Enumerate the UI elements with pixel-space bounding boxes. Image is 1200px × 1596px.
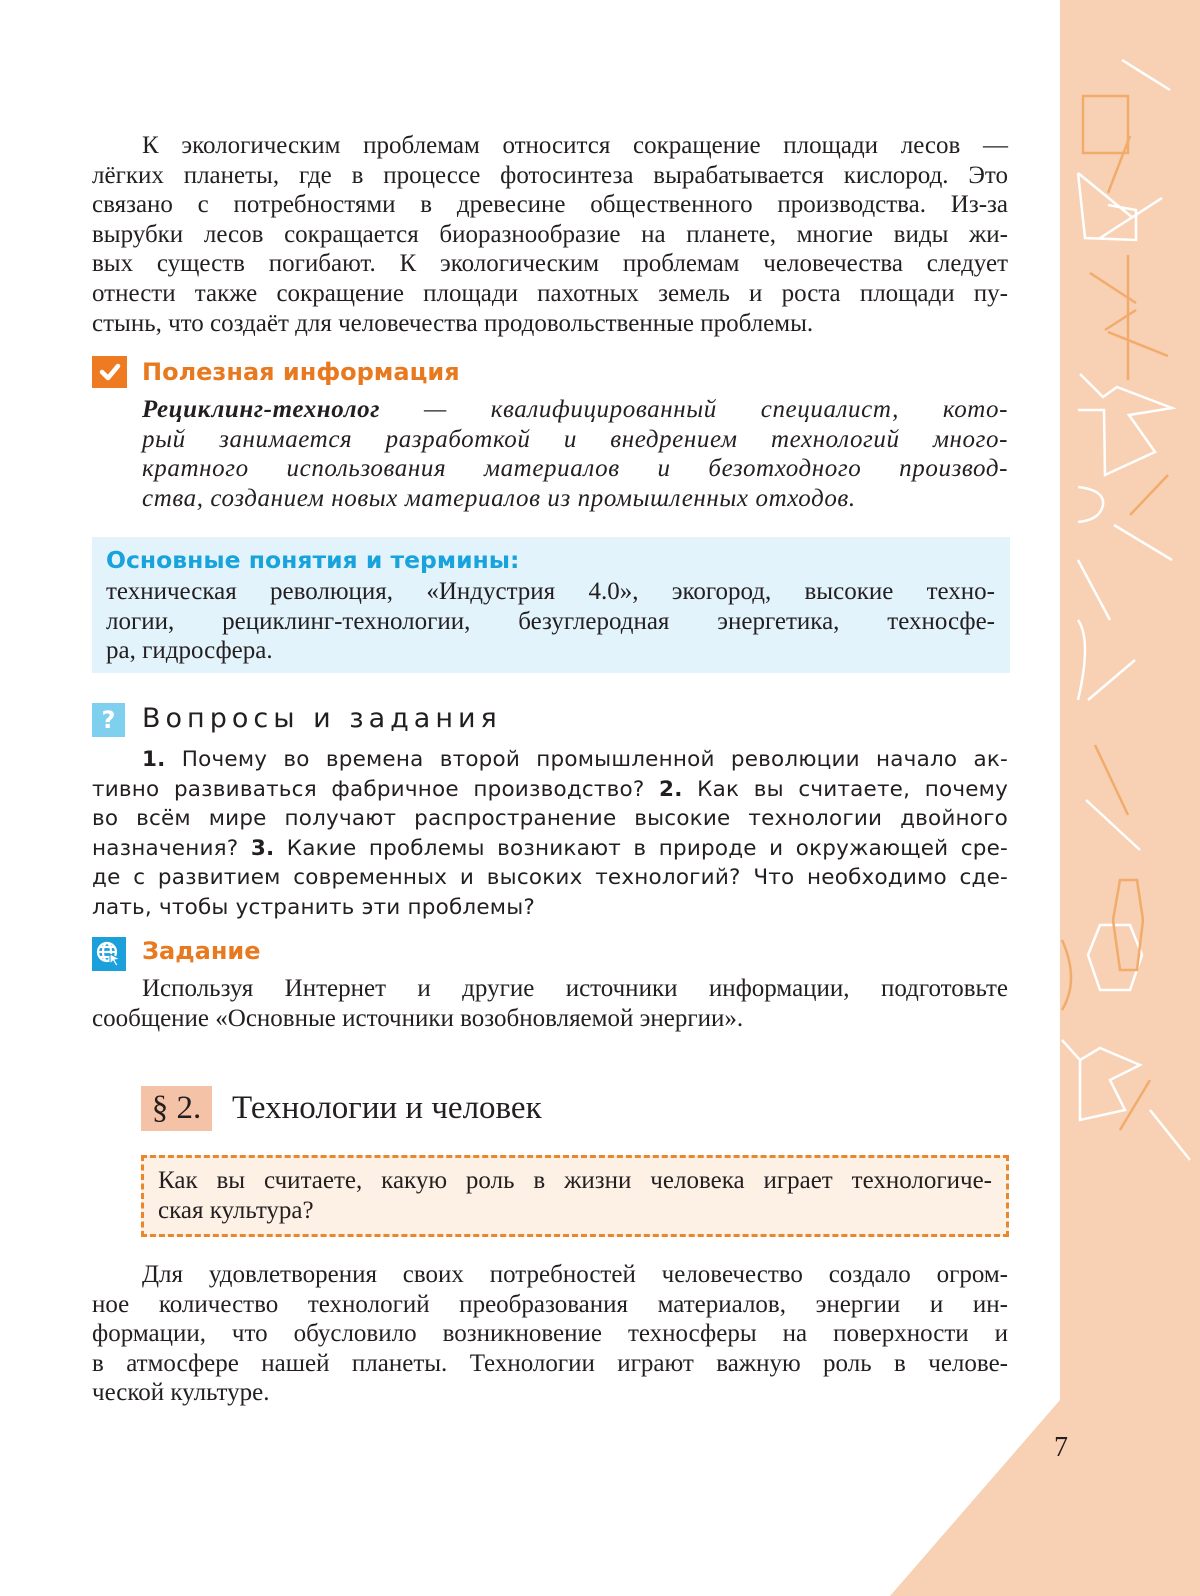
term: Рециклинг-технолог	[142, 396, 381, 423]
text-line: ное количество технологий преобразования материалов, энергии и ин-	[92, 1290, 1008, 1318]
text-line: Как вы считаете, какую роль в жизни человека играет технологиче-	[158, 1167, 992, 1194]
text-line: отнести также сокращение площади пахотных земель и роста площади пу-	[92, 279, 1008, 307]
intro-paragraph	[92, 131, 1008, 338]
text-line: К экологическим проблемам относится сокращение площади лесов —	[142, 132, 1008, 159]
question-number: 2.	[659, 776, 683, 802]
text-line: сообщение «Основные источники возобновляемой энергии».	[92, 1004, 744, 1032]
text-line	[142, 395, 1008, 425]
useful-info-text	[142, 395, 1008, 513]
text-line: лёгких планеты, где в процессе фотосинтеза вырабатывается кислород. Это	[92, 161, 1008, 189]
question-number: 1.	[142, 747, 166, 772]
question-number: 3.	[250, 835, 275, 861]
question-text: Почему во времена второй промышленной революции начало ак-	[165, 747, 1008, 772]
text-line: Используя Интернет и другие источники информации, подготовьте	[142, 975, 1008, 1002]
question-text: Как вы считаете, почему	[682, 776, 1008, 802]
text-line: техническая революция, «Индустрия 4.0», экогород, высокие техно-	[106, 578, 995, 605]
text-line: лать, чтобы устранить эти проблемы?	[92, 894, 536, 920]
text-line	[92, 745, 1008, 775]
section-paragraph	[92, 1260, 1008, 1408]
useful-info-title: Полезная информация	[142, 358, 460, 386]
text-line: связано с потребностями в древесине общественного производства. Из-за	[92, 191, 1008, 219]
task-title: Задание	[142, 937, 261, 965]
section-number: § 2.	[141, 1086, 212, 1131]
questions-title: Вопросы и задания	[142, 703, 502, 734]
text-line: логии, рециклинг-технологии, безуглеродная энергетика, техносфе-	[106, 607, 995, 635]
text-line: вых существ погибают. К экологическим проблемам человечества следует	[92, 250, 1008, 278]
question-icon: ?	[92, 703, 125, 737]
key-terms-title: Основные понятия и термины:	[106, 546, 520, 574]
globe-cursor-icon	[92, 937, 126, 971]
question-text: Какие проблемы возникают в природе и окружающей сре-	[274, 835, 1008, 861]
task-text	[92, 974, 1008, 1033]
text-line: ческой культуре.	[92, 1379, 270, 1407]
text-line: ства, созданием новых материалов из промышленных отходов.	[142, 484, 856, 512]
text-line: в атмосфере нашей планеты. Технологии играют важную роль в челове-	[92, 1349, 1008, 1377]
text-line: формации, что обусловило возникновение техносферы на поверхности и	[92, 1320, 1008, 1348]
key-terms-text	[106, 577, 995, 666]
text-line: ра, гидросфера.	[106, 637, 273, 665]
checkmark-icon	[92, 356, 127, 388]
page-number: 7	[1054, 1432, 1068, 1463]
definition-text: — квалифицированный специалист, кото-	[380, 396, 1008, 423]
text-line: рый занимается разработкой и внедрением технологий много-	[142, 425, 1008, 453]
section-title: Технологии и человек	[232, 1090, 542, 1126]
question-text: назначения?	[92, 835, 251, 861]
question-text: тивно развиваться фабричное производство?	[92, 776, 660, 802]
section-prompt	[158, 1166, 992, 1225]
text-line: Для удовлетворения своих потребностей человечество создало огром-	[142, 1261, 1008, 1288]
text-line: во всём мире получают распространение высокие технологии двойного	[92, 806, 1008, 832]
text-line: кратного использования материалов и безотходного производ-	[142, 455, 1008, 483]
text-line: вырубки лесов сокращается биоразнообразие на планете, многие виды жи-	[92, 220, 1008, 248]
questions-text	[92, 745, 1008, 923]
text-line: ская культура?	[158, 1196, 314, 1224]
text-line	[92, 775, 1008, 805]
text-line: де с развитием современных и высоких технологий? Что необходимо сде-	[92, 865, 1008, 891]
text-line	[92, 834, 1008, 864]
text-line: стынь, что создаёт для человечества продовольственные проблемы.	[92, 309, 814, 337]
